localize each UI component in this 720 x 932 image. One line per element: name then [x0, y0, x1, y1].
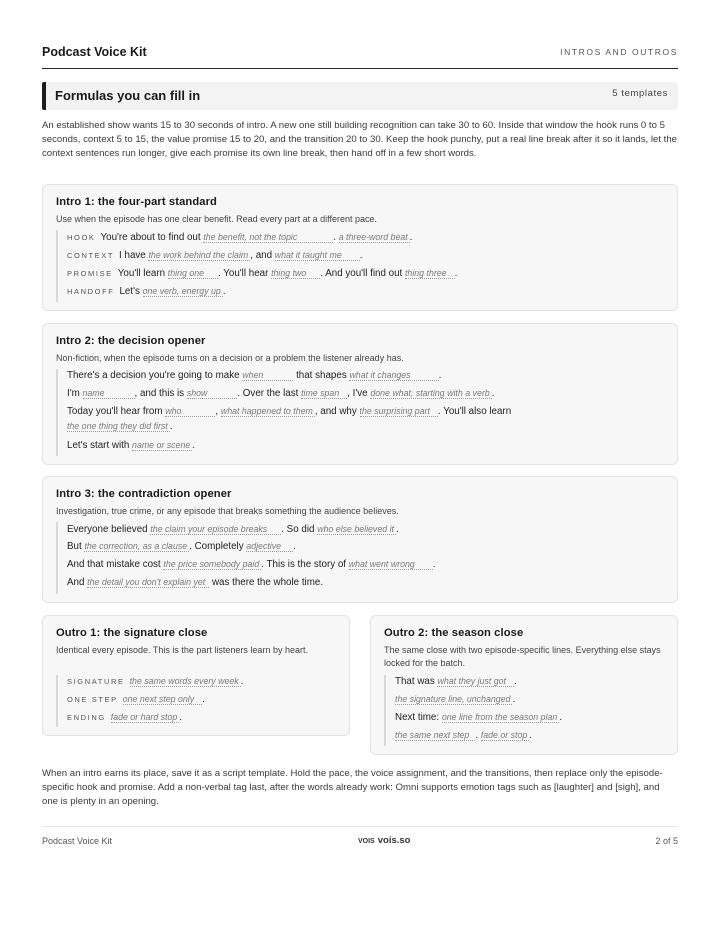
template-card-intro-3 — [42, 476, 678, 603]
fill-blank: the signature line, unchanged — [395, 694, 511, 704]
fill-blank: fade or hard stop — [110, 712, 178, 722]
card-description: Investigation, true crime, or any episode that breaks something the audience believes. — [56, 506, 399, 516]
page-header — [42, 40, 678, 69]
fill-blank: when — [242, 370, 293, 381]
fill-blank: the claim your episode breaks — [150, 524, 281, 535]
fill-blank: what happened to them — [220, 406, 313, 416]
fill-blank: a three-word beat — [338, 232, 408, 242]
fill-blank: name or scene — [132, 440, 191, 450]
template-line: Everyone believed the claim your episode breaks . So did who else believed it . — [67, 524, 399, 535]
page-number: 2 of 5 — [655, 836, 678, 846]
outro-paragraph: When an intro earns its place, save it as a script template. Hold the pace, the voice assignment, and the transitions, then replace only the episode-specific hook and promise. Add a non-verbal tag last, after the words already work: Omni supports emotion tags such as [laughter] and [sigh], and one is plenty in an opening. — [42, 768, 663, 808]
fill-blank: the same words every week — [129, 676, 239, 686]
footer-site-link[interactable]: vois.so — [377, 835, 411, 846]
fill-blank: the one thing they did first — [67, 421, 168, 431]
template-line-one-step: ONE STEP one next step only . — [67, 694, 205, 705]
fill-blank: the work behind the claim — [148, 250, 249, 260]
banner-accent-bar — [42, 82, 46, 110]
fill-blank: the correction, as a clause — [84, 541, 188, 551]
template-line: Let's start with name or scene . — [67, 440, 195, 451]
card-title: Outro 2: the season close — [384, 627, 524, 639]
template-line: And that mistake cost the price somebody paid . This is the story of what went wrong . — [67, 559, 436, 570]
vois-logo-icon: VOIS — [358, 838, 375, 845]
template-card-outro-2 — [370, 615, 678, 755]
fill-blank: fade or stop — [480, 730, 528, 740]
templates-count: 5 templates — [612, 88, 668, 99]
fill-blank: what they just got — [437, 676, 513, 687]
template-line: the one thing they did first . — [67, 421, 173, 432]
template-card-intro-1 — [42, 184, 678, 311]
fill-blank: who — [165, 406, 215, 417]
card-description: Use when the episode has one clear benefit. Read every part at a different pace. — [56, 214, 378, 224]
template-line: That was what they just got . — [395, 676, 517, 687]
template-card-intro-2 — [42, 323, 678, 465]
template-line: Next time: one line from the season plan . — [395, 712, 562, 723]
fill-blank: name — [83, 388, 135, 399]
template-line: And the detail you don't explain yet was there the whole time. — [67, 577, 324, 588]
template-line: But the correction, as a clause . Completely adjective . — [67, 541, 296, 552]
fill-blank: done what, starting with a verb — [370, 388, 490, 398]
fill-blank: the surprising part — [360, 406, 438, 417]
banner-title: Formulas you can fill in — [55, 88, 201, 103]
fill-blank: thing three — [405, 268, 455, 279]
card-description: Non-fiction, when the episode turns on a decision or a problem the listener already has. — [56, 353, 404, 363]
intro-paragraph: An established show wants 15 to 30 seconds of intro. A new one still building recognition can take 30 to 60. Inside that window the hook runs 0 to 5 seconds, context 5 to 15, the value promise 15 to 20, and the transition 20 to 30. Keep the hook punchy, put a real line break after it so it lands, let the context sentences run longer, give each promise its own line break, then hand off in a few short words. — [42, 120, 678, 160]
fill-blank: one next step only — [123, 694, 202, 705]
card-title: Intro 2: the decision opener — [56, 335, 206, 347]
template-card-outro-1 — [42, 615, 350, 736]
fill-blank: the same next step — [395, 730, 475, 741]
fill-blank: the price somebody paid — [163, 559, 260, 569]
template-line: Today you'll hear from who , what happened to them , and why the surprising part . You'll also learn — [67, 406, 512, 417]
card-title: Intro 1: the four-part standard — [56, 196, 217, 208]
page-footer — [42, 826, 678, 847]
template-line-context: CONTEXT I have the work behind the claim , and what it taught me . — [67, 250, 363, 261]
fill-blank: show — [187, 388, 238, 399]
fill-blank: what it changes — [349, 370, 438, 381]
card-title: Outro 1: the signature close — [56, 627, 208, 639]
card-description: The same close with two episode-specific lines. Everything else stays locked for the batch. — [384, 645, 661, 668]
fill-blank: what went wrong — [349, 559, 433, 570]
brand-title: Podcast Voice Kit — [42, 45, 147, 59]
fill-blank: the detail you don't explain yet — [87, 577, 209, 588]
card-description: Identical every episode. This is the part listeners learn by heart. — [56, 645, 308, 655]
footer-site[interactable] — [358, 835, 410, 846]
template-line-ending: ENDING fade or hard stop . — [67, 712, 183, 723]
fill-blank: one line from the season plan — [441, 712, 558, 722]
section-banner — [42, 82, 678, 110]
template-line: I'm name , and this is show . Over the last time span , I've done what, starting with a verb . — [67, 388, 495, 399]
fill-blank: who else believed it — [317, 524, 394, 534]
fill-blank: thing one — [168, 268, 218, 279]
template-line-hook: HOOK You're about to find out the benefit, not the topic . a three-word beat . — [67, 232, 413, 243]
template-line-promise: PROMISE You'll learn thing one . You'll hear thing two . And you'll find out thing three . — [67, 268, 458, 279]
fill-blank: what it taught me — [275, 250, 360, 261]
fill-blank: the benefit, not the topic — [203, 232, 333, 243]
fill-blank: adjective — [246, 541, 293, 552]
fill-blank: thing two — [271, 268, 320, 279]
template-line-handoff: HANDOFF Let's one verb, energy up . — [67, 286, 226, 297]
section-label: INTROS AND OUTROS — [560, 47, 678, 57]
template-line: the same next step . fade or stop . — [395, 730, 532, 741]
fill-blank: time span — [301, 388, 347, 399]
template-line: There's a decision you're going to make when that shapes what it changes . — [67, 370, 442, 381]
template-line: the signature line, unchanged . — [395, 694, 516, 705]
card-title: Intro 3: the contradiction opener — [56, 488, 232, 500]
template-line-signature: SIGNATURE the same words every week . — [67, 676, 244, 687]
fill-blank: one verb, energy up — [142, 286, 221, 296]
footer-brand: Podcast Voice Kit — [42, 836, 113, 846]
